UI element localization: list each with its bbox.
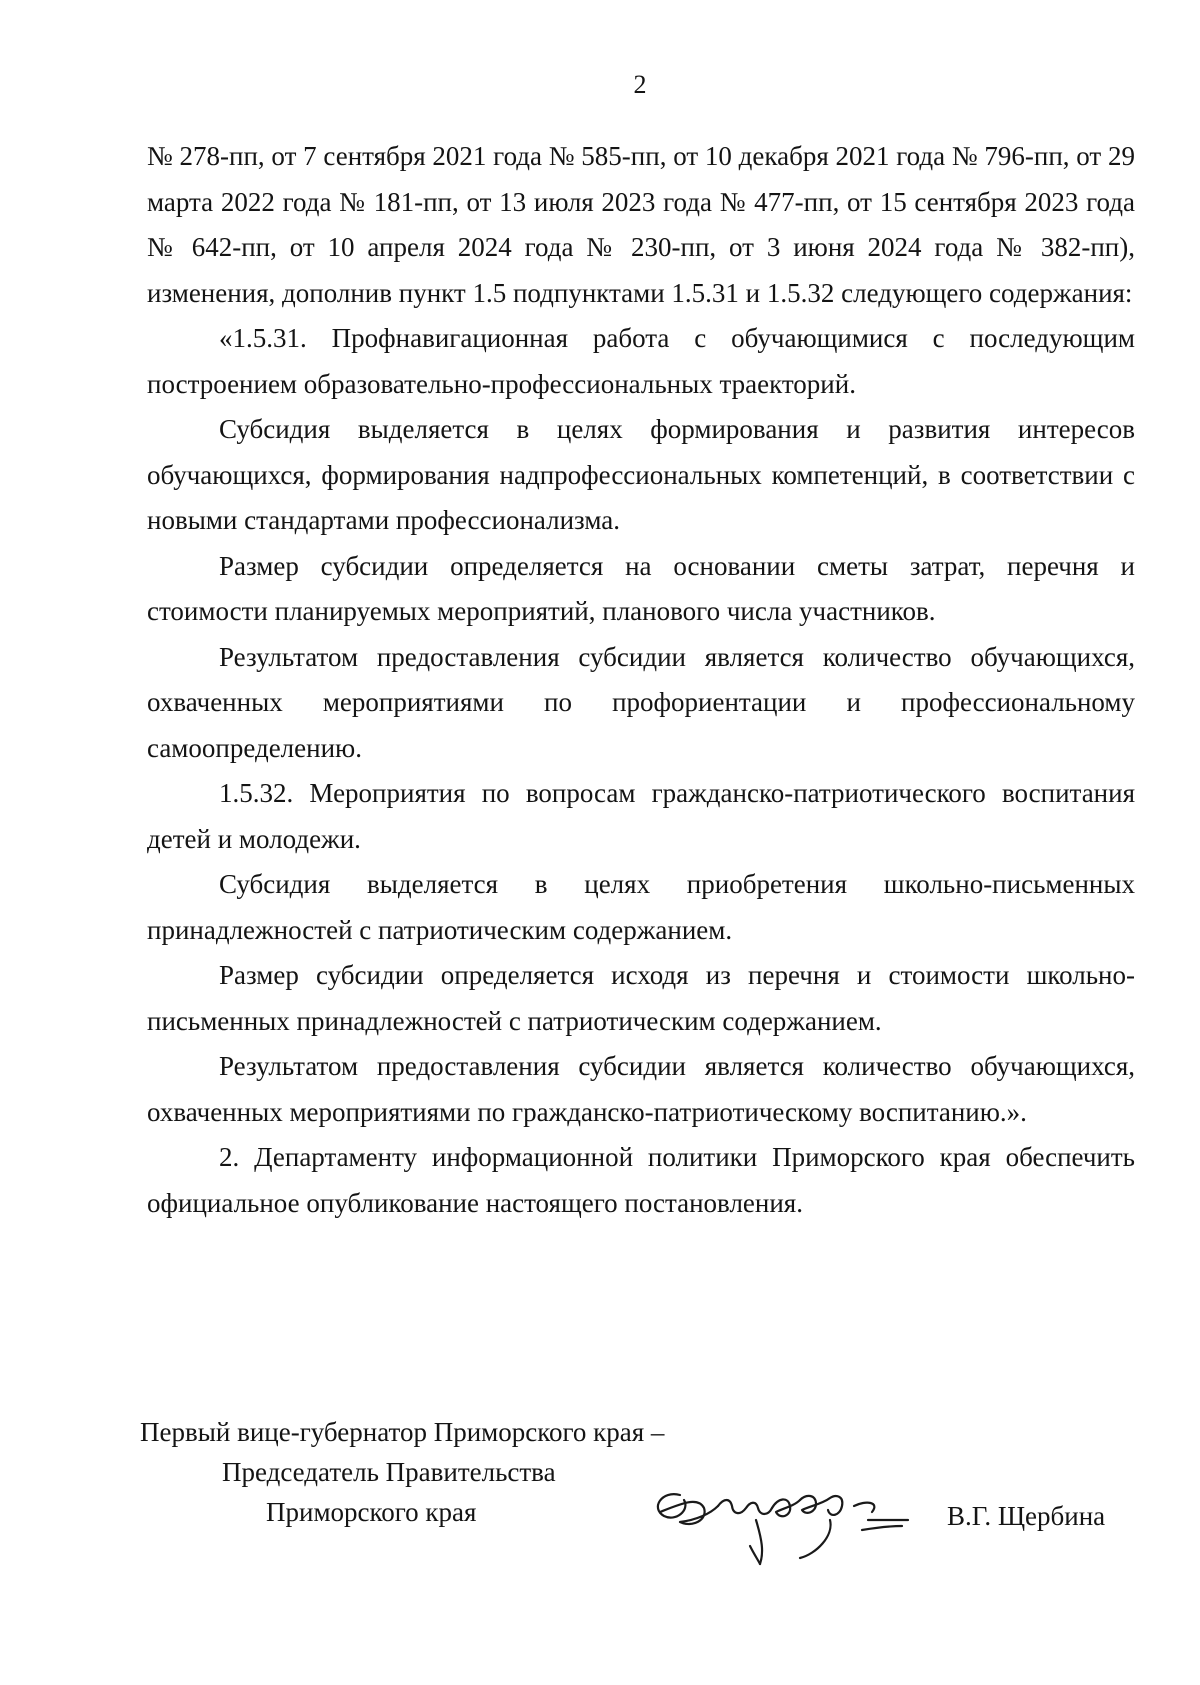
signatory-title-line3: Приморского края <box>266 1497 477 1527</box>
handwritten-signature <box>640 1450 940 1570</box>
paragraph: № 278-пп, от 7 сентября 2021 года № 585-пп, от 10 декабря 2021 года № 796-пп, от 29 марта 2022 года № 181-пп, от 13 июля 2023 года № 477-пп, от 15 сентября 2023 года № 642-пп, от 10 апреля 2024 года № 230-пп, от 3 июня 2024 года № 382-пп), изменения, дополнив пункт 1.5 подпунктами 1.5.31 и 1.5.32 следующего содержания: <box>147 141 1135 308</box>
paragraph: Субсидия выделяется в целях формирования и развития интересов обучающихся, формирования надпрофессиональных компетенций, в соответствии с новыми стандартами профессионализма. <box>147 414 1135 535</box>
page-number: 2 <box>633 70 647 99</box>
paragraph: Результатом предоставления субсидии является количество обучающихся, охваченных мероприятиями по гражданско-патриотическому воспитанию.». <box>147 1051 1135 1127</box>
signatory-name: В.Г. Щербина <box>947 1501 1106 1531</box>
paragraph: Результатом предоставления субсидии является количество обучающихся, охваченных мероприятиями по профориентации и профессиональному самоопределению. <box>147 641 1135 763</box>
paragraph: 1.5.32. Мероприятия по вопросам гражданско-патриотического воспитания детей и молодежи. <box>147 778 1135 854</box>
paragraph: Размер субсидии определяется на основании сметы затрат, перечня и стоимости планируемых мероприятий, планового числа участников. <box>147 550 1135 626</box>
paragraph: Субсидия выделяется в целях приобретения школьно-письменных принадлежностей с патриотическим содержанием. <box>147 869 1135 945</box>
signatory-title-line2: Председатель Правительства <box>222 1457 556 1487</box>
paragraph: 2. Департаменту информационной политики Приморского края обеспечить официальное опубликование настоящего постановления. <box>147 1142 1135 1218</box>
signatory-title-line1: Первый вице-губернатор Приморского края – <box>140 1417 665 1447</box>
paragraph: Размер субсидии определяется исходя из перечня и стоимости школьно-письменных принадлежностей с патриотическим содержанием. <box>147 960 1135 1036</box>
paragraph: «1.5.31. Профнавигационная работа с обучающимися с последующим построением образовательно-профессиональных траекторий. <box>147 323 1135 399</box>
